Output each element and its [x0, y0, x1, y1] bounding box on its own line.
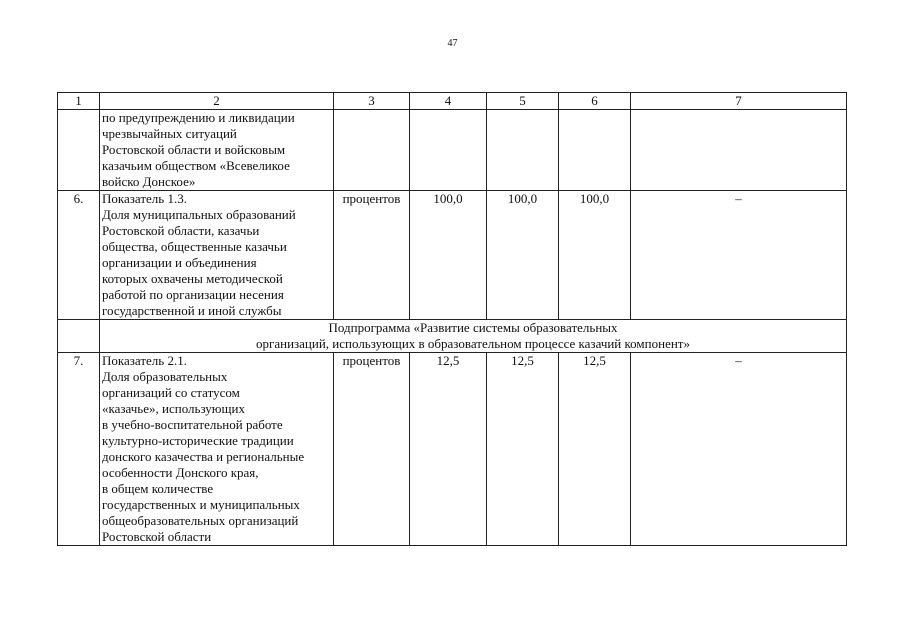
subprogram-number-cell [58, 320, 100, 353]
description-line: по предупреждению и ликвидации [102, 110, 295, 125]
header-cell-1: 1 [58, 93, 100, 110]
description-line: общества, общественные казачьи [102, 239, 287, 254]
description-line: донского казачества и региональные [102, 449, 305, 464]
row-unit [334, 110, 410, 191]
description-line: в общем количестве [102, 481, 214, 496]
description-line: «казачье», использующих [102, 401, 245, 416]
description-line: казачьим обществом «Всевеликое [102, 158, 290, 173]
description-line: Ростовской области и войсковым [102, 142, 286, 157]
header-cell-3: 3 [334, 93, 410, 110]
description-line: особенности Донского края, [102, 465, 259, 480]
row-value-6 [559, 110, 631, 191]
description-line: государственной и иной службы [102, 303, 282, 318]
row-description [100, 110, 334, 191]
row-note [631, 110, 847, 191]
description-line: культурно-исторические традиции [102, 433, 294, 448]
row-unit: процентов [334, 191, 410, 320]
description-line: организаций со статусом [102, 385, 240, 400]
row-value-5: 12,5 [487, 353, 559, 546]
header-cell-5: 5 [487, 93, 559, 110]
row-note: – [631, 353, 847, 546]
row-note: – [631, 191, 847, 320]
subprogram-row [58, 320, 847, 353]
description-line: общеобразовательных организаций [102, 513, 299, 528]
description-line: Доля образовательных [102, 369, 228, 384]
header-cell-2: 2 [100, 93, 334, 110]
row-number [58, 110, 100, 191]
description-line: Ростовской области [102, 529, 212, 544]
description-line: Доля муниципальных образований [102, 207, 296, 222]
description-line: войско Донское» [102, 174, 196, 189]
subprogram-title-line-2: организаций, использующих в образовательном процессе казачий компонент» [256, 336, 690, 351]
table-row [58, 191, 847, 320]
row-number: 7. [58, 353, 100, 546]
table-row [58, 110, 847, 191]
indicators-table [57, 92, 847, 546]
row-description [100, 191, 334, 320]
header-row [58, 93, 847, 110]
description-line: в учебно-воспитательной работе [102, 417, 283, 432]
description-line: организации и объединения [102, 255, 257, 270]
header-cell-4: 4 [410, 93, 487, 110]
description-line: которых охвачены методической [102, 271, 283, 286]
row-value-4: 100,0 [410, 191, 487, 320]
subprogram-title [100, 320, 847, 353]
description-line: Показатель 1.3. [102, 191, 187, 206]
row-description [100, 353, 334, 546]
table-row [58, 353, 847, 546]
description-line: Показатель 2.1. [102, 353, 187, 368]
header-cell-6: 6 [559, 93, 631, 110]
row-value-4: 12,5 [410, 353, 487, 546]
row-unit: процентов [334, 353, 410, 546]
row-value-6: 100,0 [559, 191, 631, 320]
description-line: государственных и муниципальных [102, 497, 300, 512]
description-line: работой по организации несения [102, 287, 284, 302]
header-cell-7: 7 [631, 93, 847, 110]
row-value-4 [410, 110, 487, 191]
row-number: 6. [58, 191, 100, 320]
row-value-5: 100,0 [487, 191, 559, 320]
description-line: чрезвычайных ситуаций [102, 126, 237, 141]
row-value-6: 12,5 [559, 353, 631, 546]
page-number: 47 [447, 38, 458, 49]
subprogram-title-line-1: Подпрограмма «Развитие системы образовательных [328, 320, 618, 335]
row-value-5 [487, 110, 559, 191]
description-line: Ростовской области, казачьи [102, 223, 260, 238]
